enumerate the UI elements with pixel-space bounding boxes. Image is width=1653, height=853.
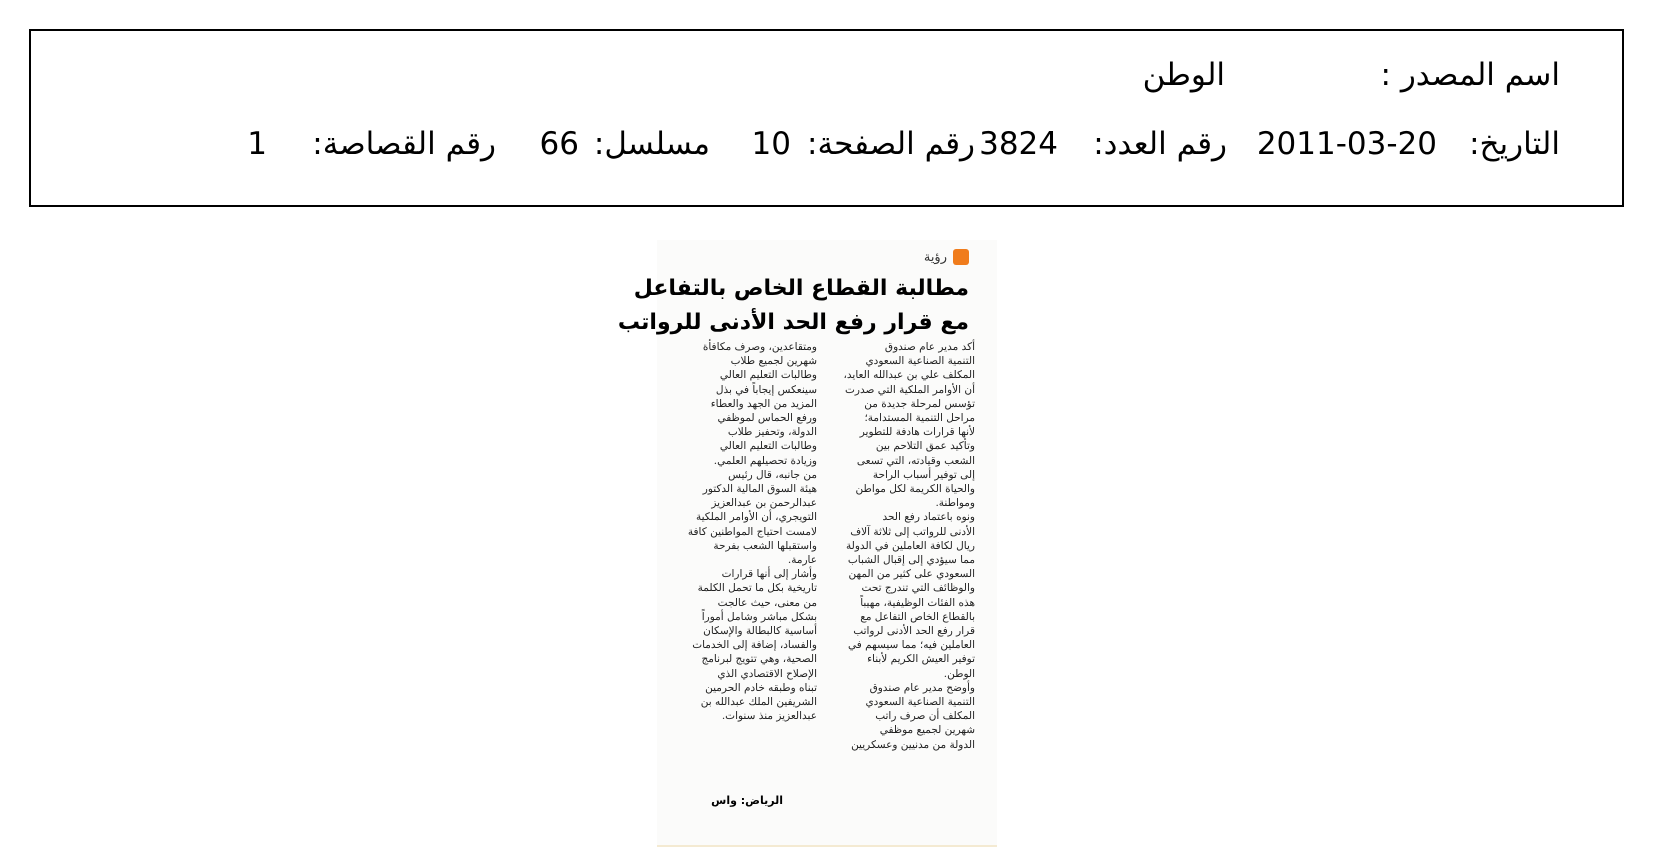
- source-label: اسم المصدر :: [1380, 57, 1560, 93]
- column-line: ريال لكافة العاملين في الدولة: [846, 539, 975, 552]
- column-line: الشريفين الملك عبدالله بن: [700, 696, 817, 709]
- section-label: رؤية: [923, 249, 947, 265]
- column-line: الأدنى للرواتب إلى ثلاثة آلاف: [850, 525, 975, 538]
- page-label: رقم الصفحة:: [807, 126, 975, 162]
- column-line: الصحية، وهي تتويج لبرنامج: [701, 653, 817, 666]
- source-value: الوطن: [1142, 57, 1225, 93]
- column-line: التويجري، أن الأوامر الملكية: [695, 511, 817, 524]
- column-line: ومواطنة.: [935, 497, 975, 510]
- article-column-left: [669, 340, 817, 723]
- column-line: من جانبه، قال رئيس: [728, 468, 817, 481]
- column-line: توفير العيش الكريم لأبناء: [867, 653, 975, 666]
- column-line: هيئة السوق المالية الدكتور: [702, 483, 817, 496]
- column-line: وطالبات التعليم العالي: [719, 369, 817, 382]
- column-line: ومتقاعدين، وصرف مكافأة: [702, 341, 817, 353]
- column-line: المزيد من الجهد والعطاء: [710, 397, 817, 410]
- column-line: لأنها قرارات هادفة للتطوير: [859, 426, 975, 439]
- column-line: بشكل مباشر وشامل أموراً: [701, 610, 817, 623]
- newspaper-clipping: [617, 240, 997, 847]
- column-line: أساسية كالبطالة والإسكان: [703, 625, 817, 638]
- article-headline: [617, 272, 969, 340]
- column-line: والوظائف التي تندرج تحت: [861, 582, 975, 595]
- column-line: الإصلاح الاقتصادي الذي: [717, 667, 817, 680]
- column-line: أن الأوامر الملكية التي صدرت: [845, 383, 975, 396]
- issue-label: رقم العدد:: [1093, 126, 1227, 162]
- metadata-box: [29, 29, 1624, 207]
- column-line: وأوضح مدير عام صندوق: [869, 681, 975, 694]
- column-line: الشعب وقيادته، التي تسعى: [856, 454, 975, 467]
- article-byline: الرياض: واس: [711, 794, 783, 807]
- column-line: العاملين فيه؛ مما سيسهم في: [848, 639, 975, 652]
- clip-value: 1: [247, 126, 267, 162]
- clip-label: رقم القصاصة:: [312, 126, 496, 162]
- column-line: الدولة، وتحفيز طلاب: [727, 426, 817, 439]
- column-line: واستقبلها الشعب بفرحة: [713, 539, 817, 552]
- date-value: 2011-03-20: [1256, 126, 1437, 162]
- column-line: وأشار إلى أنها قرارات: [721, 568, 817, 581]
- column-line: ونوه باعتماد رفع الحد: [882, 511, 975, 524]
- column-line: تؤسس لمرحلة جديدة من: [864, 397, 975, 410]
- column-line: تاريخية بكل ما تحمل الكلمة: [697, 582, 817, 595]
- column-line: المكلف أن صرف راتب: [875, 710, 975, 723]
- column-line: قرار رفع الحد الأدنى لرواتب: [853, 625, 975, 638]
- column-line: هذه الفئات الوظيفية، مهيباً: [860, 596, 975, 609]
- column-line: شهرين لجميع موظفي: [879, 724, 975, 737]
- date-label: التاريخ:: [1469, 126, 1560, 162]
- column-line: المكلف علي بن عبدالله العايد،: [843, 369, 975, 382]
- issue-value: 3824: [979, 126, 1058, 162]
- column-line: عبدالعزيز منذ سنوات.: [721, 710, 817, 723]
- column-line: سينعكس إيجاباً في بذل: [715, 383, 817, 396]
- article-column-right: [827, 340, 975, 752]
- headline-line-2: مع قرار رفع الحد الأدنى للرواتب: [617, 310, 969, 335]
- serial-label: مسلسل:: [593, 126, 710, 162]
- column-line: إلى توفير أسباب الراحة: [872, 468, 975, 481]
- column-line: والفساد، إضافة إلى الخدمات: [692, 639, 817, 652]
- column-line: الدولة من مدنيين وعسكريين: [851, 738, 975, 751]
- column-line: لامست احتياج المواطنين كافة: [687, 525, 817, 538]
- serial-value: 66: [539, 126, 579, 162]
- column-line: الوطن.: [943, 667, 975, 680]
- section-marker-icon: [953, 249, 969, 265]
- column-line: عبدالرحمن بن عبدالعزيز: [711, 497, 817, 510]
- column-line: بالقطاع الخاص التفاعل مع: [860, 610, 975, 623]
- column-line: من معنى، حيث عالجت: [717, 596, 817, 609]
- section-header: [924, 248, 969, 266]
- column-line: وزيادة تحصيلهم العلمي.: [713, 454, 817, 467]
- column-line: ورفع الحماس لموظفي: [717, 412, 817, 425]
- page-value: 10: [751, 126, 791, 162]
- column-line: أكد مدير عام صندوق: [884, 341, 975, 353]
- headline-line-1: مطالبة القطاع الخاص بالتفاعل: [633, 276, 969, 301]
- column-line: مما سيؤدي إلى إقبال الشباب: [847, 554, 975, 567]
- column-line: والحياة الكريمة لكل مواطن: [855, 483, 975, 496]
- column-line: وتأكيد عمق التلاحم بين: [875, 440, 975, 453]
- column-line: شهرين لجميع طلاب: [730, 355, 817, 368]
- column-line: عارمة.: [787, 554, 817, 567]
- column-line: تبناه وطبقه خادم الحرمين: [705, 681, 817, 694]
- column-line: مراحل التنمية المستدامة؛: [864, 412, 975, 425]
- column-line: السعودي على كثير من المهن: [848, 568, 975, 581]
- column-line: التنمية الصناعية السعودي: [865, 696, 975, 709]
- column-line: وطالبات التعليم العالي: [719, 440, 817, 453]
- column-line: التنمية الصناعية السعودي: [865, 355, 975, 368]
